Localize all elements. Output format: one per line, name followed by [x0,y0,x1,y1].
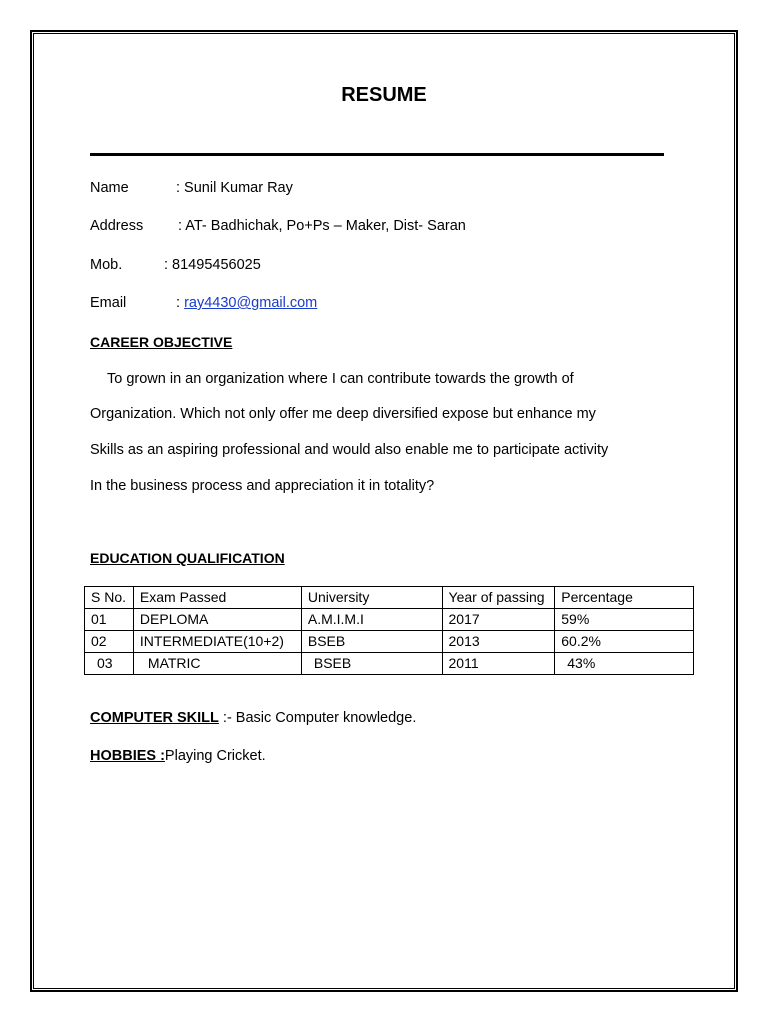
career-line-2: Organization. Which not only offer me deep diversified expose but enhance my [90,406,596,422]
table-row [85,631,694,653]
table-cell: 03 [85,653,134,675]
hobbies-row [90,746,266,766]
table-cell: 60.2% [555,631,694,653]
education-heading: EDUCATION QUALIFICATION [90,550,285,566]
table-cell: A.M.I.M.I [301,609,442,631]
address-value: : AT- Badhichak, Po+Ps – Maker, Dist- Saran [178,218,466,234]
computer-skill-heading: COMPUTER SKILL [90,710,219,726]
mobile-label: Mob. [90,257,123,273]
header-exam-passed: Exam Passed [133,587,301,609]
header-percentage: Percentage [555,587,694,609]
email-prefix: : [176,295,185,311]
table-cell: 2017 [442,609,555,631]
name-value: : Sunil Kumar Ray [176,180,293,196]
address-label: Address [90,218,144,234]
name-label: Name [90,180,129,196]
table-cell: 59% [555,609,694,631]
header-university: University [301,587,442,609]
table-cell: MATRIC [133,653,301,675]
table-cell: INTERMEDIATE(10+2) [133,631,301,653]
career-line-1: To grown in an organization where I can contribute towards the growth of [107,371,574,387]
table-cell: BSEB [301,631,442,653]
table-cell: BSEB [301,653,442,675]
table-cell: 43% [555,653,694,675]
career-objective-heading: CAREER OBJECTIVE [90,334,233,350]
table-row [85,609,694,631]
mobile-value: : 81495456025 [164,257,261,273]
career-line-3: Skills as an aspiring professional and would also enable me to participate activity [90,442,609,458]
table-cell: 01 [85,609,134,631]
table-cell: 2011 [442,653,555,675]
header-s-no: S No. [85,587,134,609]
resume-title: RESUME [341,84,427,106]
table-header-row [85,587,694,609]
hobbies-text: Playing Cricket. [164,748,266,764]
page-border-inner [33,33,735,989]
header-year-of-passing: Year of passing [442,587,555,609]
computer-skill-text: :- Basic Computer knowledge. [222,710,417,726]
email-link[interactable]: ray4430@gmail.com [184,295,318,311]
computer-skill-row [90,708,416,728]
email-label: Email [90,295,127,311]
table-cell: 2013 [442,631,555,653]
table-cell: DEPLOMA [133,609,301,631]
title-divider [90,153,664,156]
table-cell: 02 [85,631,134,653]
education-table [84,586,694,675]
table-row [85,653,694,675]
hobbies-heading: HOBBIES : [90,748,165,764]
career-line-4: In the business process and appreciation it in totality? [90,478,435,494]
